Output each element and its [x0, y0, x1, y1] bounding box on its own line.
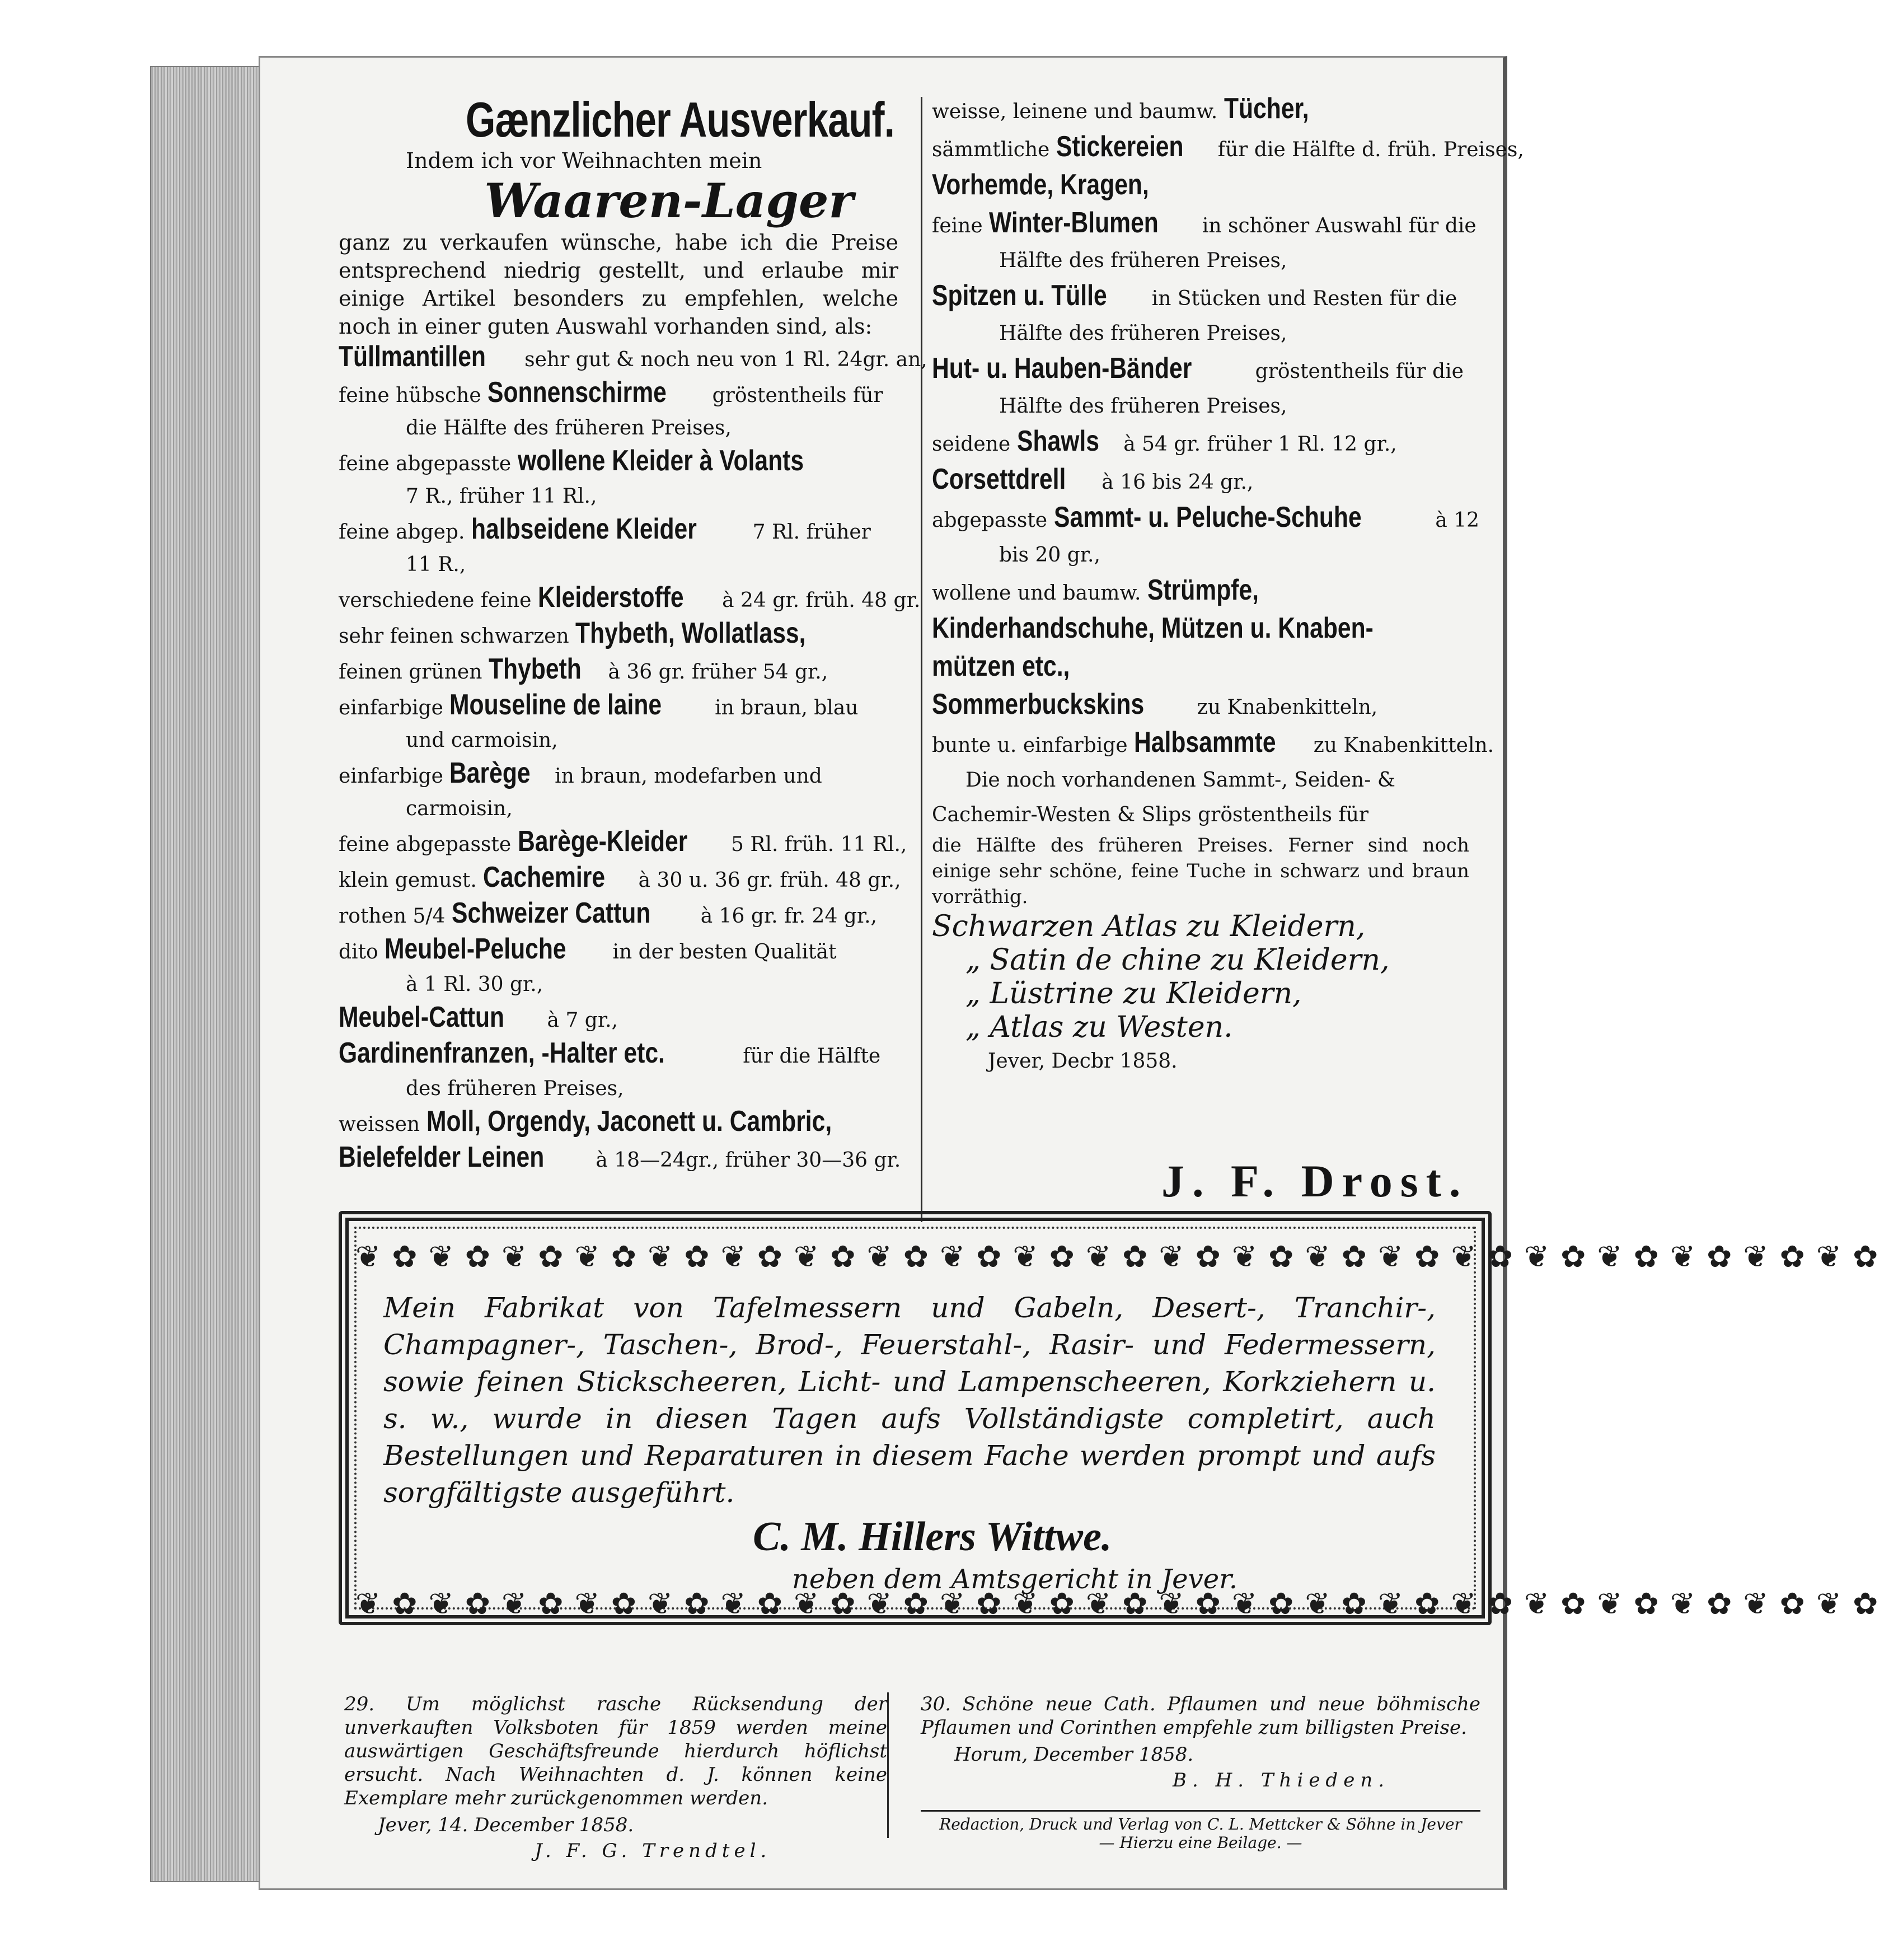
left-item-post: des früheren Preises, — [406, 1077, 624, 1100]
ad-body: ganz zu verkaufen wünsche, habe ich die Preise entsprechend niedrig gestellt, und erlaube mir einige Artikel besonders zu empfehlen, welche noch in einer guten Auswahl vorhanden sind, als: — [339, 230, 898, 339]
right-item-bold: Stickereien — [1056, 130, 1184, 163]
left-item-pre: sehr feinen schwarzen — [339, 625, 576, 648]
ad-title: Gænzlicher Ausverkauf. — [465, 92, 895, 147]
place-date: Jever, Decbr 1858. — [988, 1050, 1178, 1073]
right-item-post: Hälfte des früheren Preises, — [999, 395, 1287, 418]
left-item-bold: Kleiderstoffe — [537, 581, 684, 614]
left-item-post: in braun, modefarben und — [548, 765, 822, 788]
left-item-bold: Meubel-Peluche — [385, 933, 566, 965]
westen-line-1: Die noch vorhandenen Sammt-, Seiden- & — [965, 769, 1395, 792]
right-item-post: in schöner Auswahl für die — [1196, 214, 1476, 237]
right-item-pre: feine — [932, 214, 990, 237]
left-item-post: in braun, blau — [708, 696, 859, 719]
signature-drost: J. F. Drost. — [1161, 1156, 1469, 1206]
right-item-bold: mützen etc., — [932, 650, 1070, 682]
notice-29 — [344, 1692, 887, 1863]
notice-29-signature: J. F. G. Trendtel. — [535, 1840, 771, 1862]
right-item-pre: sämmtliche — [932, 138, 1056, 161]
imprint-line-2: — Hierzu eine Beilage. — — [1099, 1833, 1302, 1852]
left-item-pre: klein gemust. — [339, 869, 484, 892]
right-item — [932, 244, 1771, 278]
right-item-bold: Kinderhandschuhe, Mützen u. Knaben- — [932, 612, 1374, 644]
left-item-pre: feine hübsche — [339, 384, 488, 407]
right-item-pre: seidene — [932, 433, 1017, 456]
fraktur-line: „ Atlas zu Westen. — [965, 1011, 1233, 1044]
right-item-post: à 12 — [1428, 509, 1480, 532]
left-item — [339, 1141, 1161, 1177]
right-item-post: zu Knabenkitteln. — [1307, 734, 1494, 757]
right-item-bold: Halbsammte — [1134, 726, 1276, 759]
right-item — [932, 649, 1771, 687]
left-item-bold: wollene Kleider à Volants — [517, 445, 804, 477]
westen-line-2: Cachemir-Westen & Slips gröstentheils für — [932, 803, 1369, 826]
fraktur-list — [932, 910, 1771, 1044]
notice-30-place: Horum, December 1858. — [954, 1743, 1194, 1766]
notice-30-signature: B. H. Thieden. — [1173, 1769, 1390, 1791]
left-item-bold: Schweizer Cattun — [451, 897, 651, 929]
left-item-post: à 24 gr. früh. 48 gr. — [715, 589, 921, 612]
left-item-post: und carmoisin, — [406, 729, 558, 752]
left-item-bold: Barège — [449, 757, 531, 789]
right-item-bold: Strümpfe, — [1147, 574, 1259, 606]
right-item-post: in Stücken und Resten für die — [1145, 287, 1457, 310]
right-item-post: à 54 gr. früher 1 Rl. 12 gr., — [1117, 433, 1397, 456]
right-item-pre: wollene und baumw. — [932, 582, 1147, 605]
right-item-list — [932, 91, 1771, 763]
left-item-pre: weissen — [339, 1113, 426, 1136]
right-item — [932, 129, 1771, 167]
left-item-pre: einfarbige — [339, 696, 450, 719]
left-item-pre: feine abgep. — [339, 521, 471, 544]
left-item-post: für die Hälfte — [736, 1045, 881, 1068]
right-item-post: bis 20 gr., — [999, 544, 1100, 567]
right-item — [932, 167, 1771, 205]
right-item — [932, 687, 1771, 725]
newspaper-page — [259, 56, 1889, 1890]
notice-30 — [921, 1692, 1480, 1792]
ad-intro: Indem ich vor Weihnachten mein — [406, 148, 762, 173]
left-item-bold: Mouseline de laine — [449, 689, 662, 721]
ad-lager-heading: Waaren-Lager — [484, 173, 854, 228]
notice-30-text: 30. Schöne neue Cath. Pflaumen und neue böhmische Pflaumen und Corinthen empfehle zum billigsten Preise. — [921, 1693, 1480, 1739]
left-item-post: à 1 Rl. 30 gr., — [406, 973, 543, 996]
right-item — [932, 538, 1771, 573]
left-item-bold: Tüllmantillen — [339, 340, 486, 373]
left-item-post: à 30 u. 36 gr. früh. 48 gr., — [632, 869, 901, 892]
right-item — [932, 462, 1771, 500]
left-item-bold: Thybeth — [488, 653, 582, 685]
right-column — [932, 91, 1771, 1079]
left-item-post: gröstentheils für — [706, 384, 883, 407]
left-item-bold: Cachemire — [483, 861, 606, 894]
framed-ad-address: neben dem Amtsgericht in Jever. — [792, 1564, 1238, 1595]
left-item-bold: halbseidene Kleider — [471, 513, 697, 545]
left-item-pre: feine abgepasste — [339, 452, 518, 475]
right-item — [932, 351, 1771, 389]
left-item-bold: Bielefelder Leinen — [339, 1141, 545, 1173]
right-item-bold: Shawls — [1016, 425, 1099, 457]
left-item-post: à 36 gr. früher 54 gr., — [602, 661, 828, 684]
right-item-bold: Sammt- u. Peluche-Schuhe — [1053, 501, 1362, 534]
left-item-post: die Hälfte des früheren Preises, — [406, 417, 732, 439]
westen-rest: die Hälfte des früheren Preises. Ferner sind noch einige sehr schöne, feine Tuche in schwarz und braun vorräthig. — [932, 834, 1469, 908]
left-item-post: à 7 gr., — [541, 1009, 618, 1032]
right-item — [932, 611, 1771, 649]
fraktur-line: „ Satin de chine zu Kleidern, — [965, 943, 1390, 977]
left-item-pre: einfarbige — [339, 765, 450, 788]
framed-ad-text: Mein Fabrikat von Tafelmessern und Gabeln, Desert-, Tranchir-, Champagner-, Taschen-, Brod-, Feuerstahl-, Rasir- und Federmessern, sowie feinen Stickscheeren, Licht- und Lampenscheeren, Korkziehern u. s. w., wurde in diesen Tagen aufs Vollständigste completirt, auch Bestellungen und Reparaturen in diesem Fache werden prompt und aufs sorgfältigste ausgeführt. — [383, 1292, 1436, 1509]
left-item-pre: feine abgepasste — [339, 833, 518, 856]
left-item-post: à 18—24gr., früher 30—36 gr. — [589, 1149, 901, 1172]
left-item-post: 7 R., früher 11 Rl., — [406, 485, 597, 508]
left-item-pre: dito — [339, 941, 385, 963]
right-item — [932, 205, 1771, 244]
right-item-pre: abgepasste — [932, 509, 1054, 532]
left-item-post: 11 R., — [406, 553, 466, 576]
left-item-post: à 16 gr. fr. 24 gr., — [694, 905, 877, 928]
right-item-pre: weisse, leinene und baumw. — [932, 100, 1224, 123]
left-item-post: sehr gut & noch neu von 1 Rl. 24gr. an, — [518, 348, 927, 371]
right-item-bold: Vorhemde, Kragen, — [932, 169, 1149, 201]
right-item — [932, 573, 1771, 611]
notice-29-place: Jever, 14. December 1858. — [378, 1814, 634, 1836]
right-item — [932, 725, 1771, 763]
fraktur-line: „ Lüstrine zu Kleidern, — [965, 977, 1302, 1011]
right-item — [932, 91, 1771, 129]
right-item — [932, 389, 1771, 424]
right-item-bold: Sommerbuckskins — [932, 688, 1145, 721]
right-item-bold: Tücher, — [1224, 92, 1309, 125]
right-item-post: Hälfte des früheren Preises, — [999, 322, 1287, 345]
right-item-bold: Spitzen u. Tülle — [932, 279, 1107, 312]
left-item-post: 7 Rl. früher — [746, 521, 871, 544]
left-item-bold: Moll, Orgendy, Jaconett u. Cambric, — [426, 1105, 832, 1138]
right-item-bold: Hut- u. Hauben-Bänder — [932, 352, 1192, 385]
left-item-bold: Meubel-Cattun — [339, 1001, 505, 1033]
left-item-pre: feinen grünen — [339, 661, 489, 684]
left-item-pre: rothen 5/4 — [339, 905, 452, 928]
left-item-bold: Gardinenfranzen, -Halter etc. — [339, 1037, 665, 1069]
right-item — [932, 500, 1771, 538]
bottom-divider — [887, 1692, 889, 1838]
framed-ad-name: C. M. Hillers Wittwe. — [753, 1514, 1112, 1560]
right-item-post: für die Hälfte d. früh. Preises, — [1211, 138, 1524, 161]
right-item-post: gröstentheils für die — [1249, 360, 1464, 383]
right-item-bold: Corsettdrell — [932, 463, 1066, 495]
right-item — [932, 278, 1771, 316]
right-item — [932, 316, 1771, 351]
frame-ornament-bottom: ❦✿❦✿❦✿❦✿❦✿❦✿❦✿❦✿❦✿❦✿❦✿❦✿❦✿❦✿❦✿❦✿❦✿❦✿❦✿❦✿❦✿ — [355, 1586, 1889, 1621]
left-item-pre: verschiedene feine — [339, 589, 538, 612]
right-item-bold: Winter-Blumen — [989, 207, 1159, 239]
left-item-bold: Sonnenschirme — [488, 376, 667, 409]
right-item-post: à 16 bis 24 gr., — [1095, 471, 1254, 494]
fraktur-line: Schwarzen Atlas zu Kleidern, — [932, 910, 1366, 943]
book-page-edges — [150, 66, 264, 1882]
left-item-post: 5 Rl. früh. 11 Rl., — [724, 833, 907, 856]
left-item-bold: Barège-Kleider — [517, 825, 687, 858]
left-item — [339, 1105, 1161, 1141]
left-item-post: carmoisin, — [406, 797, 513, 820]
left-item-post: in der besten Qualität — [606, 941, 837, 963]
right-item-post: zu Knabenkitteln, — [1190, 696, 1378, 719]
frame-ornament-top: ❦✿❦✿❦✿❦✿❦✿❦✿❦✿❦✿❦✿❦✿❦✿❦✿❦✿❦✿❦✿❦✿❦✿❦✿❦✿❦✿❦✿ — [355, 1239, 1889, 1274]
imprint-line-1: Redaction, Druck und Verlag von C. L. Mettcker & Söhne in Jever — [939, 1815, 1462, 1833]
notice-29-text: 29. Um möglichst rasche Rücksendung der unverkauften Volksboten für 1859 werden meine auswärtigen Geschäftsfreunde hierdurch höflichst ersucht. Nach Weihnachten d. J. können keine Exemplare mehr zurückgenommen werden. — [344, 1693, 887, 1809]
left-item-bold: Thybeth, Wollatlass, — [575, 617, 806, 649]
right-item — [932, 424, 1771, 462]
right-item-post: Hälfte des früheren Preises, — [999, 249, 1287, 272]
imprint — [921, 1810, 1480, 1852]
right-item-pre: bunte u. einfarbige — [932, 734, 1135, 757]
